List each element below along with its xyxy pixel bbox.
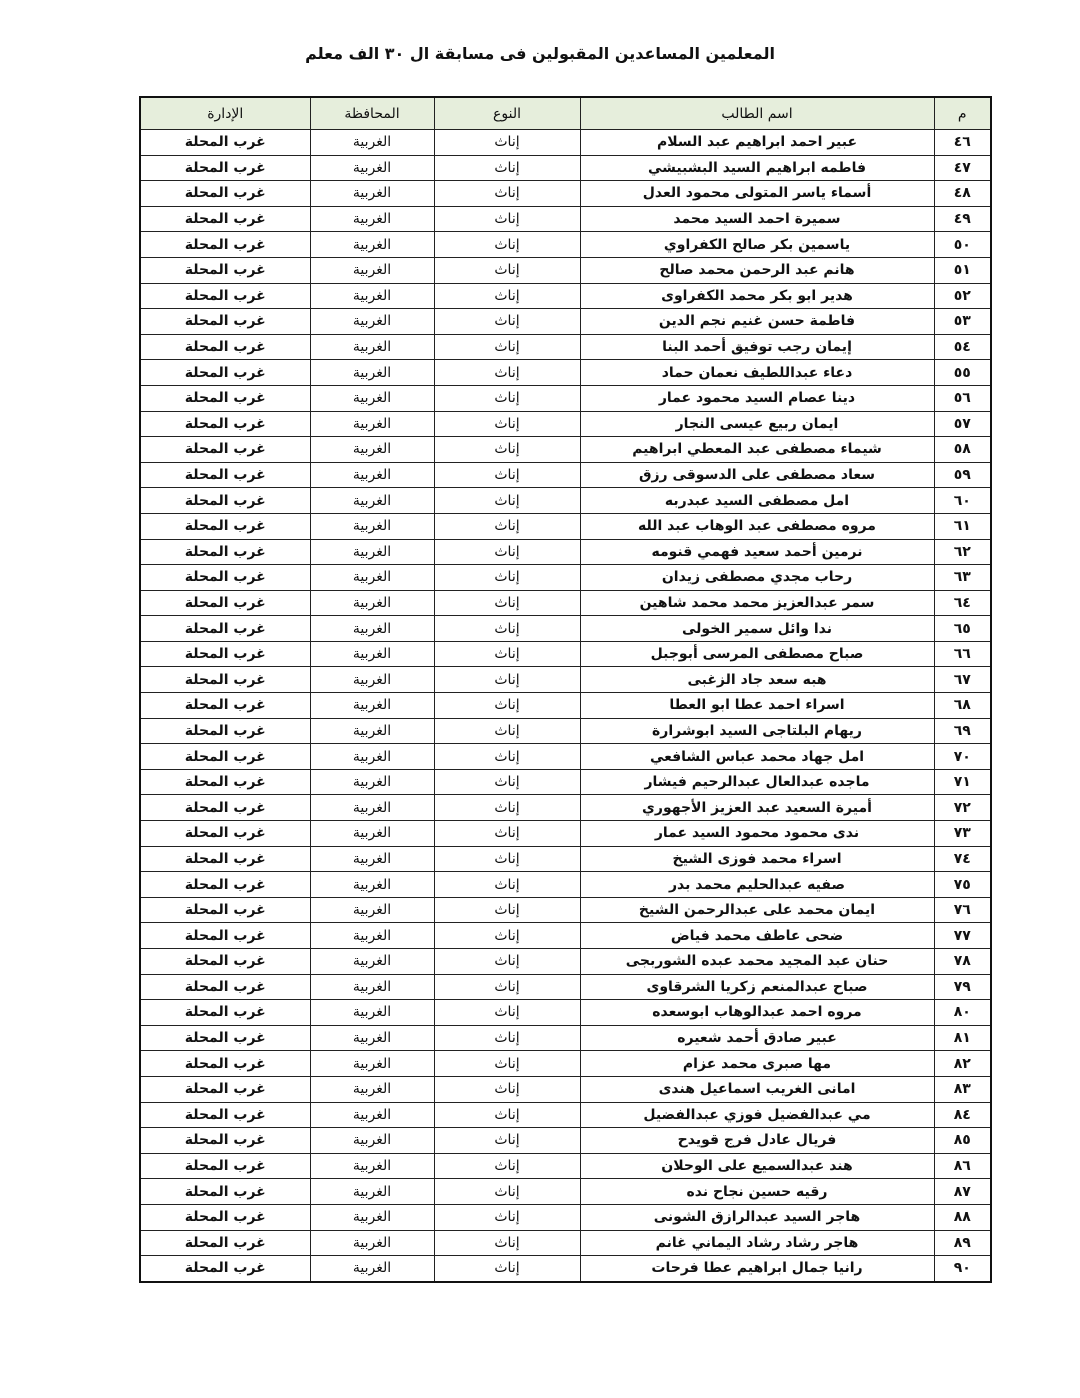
table-cell-name: هدير ابو بكر محمد الكفراوى [580,283,934,309]
table-row [140,1128,991,1154]
table-cell-name: امانى الغريب اسماعيل هندى [580,1076,934,1102]
table-cell-gender: إناث [434,155,580,181]
table-cell-governorate: الغربية [310,385,434,411]
table-cell-governorate: الغربية [310,1230,434,1256]
table-cell-name: اسراء محمد فوزى الشيخ [580,846,934,872]
table-cell-name: نرمين أحمد سعيد فهمي قنومه [580,539,934,565]
table-cell-num: ٦٥ [934,616,991,642]
header-name: اسم الطالب [580,97,934,130]
table-cell-gender: إناث [434,437,580,463]
table-row [140,232,991,258]
table-cell-name: فريال عادل فرج قويدح [580,1128,934,1154]
table-cell-num: ٧٥ [934,872,991,898]
table-cell-name: ندى محمود محمود السيد عمار [580,821,934,847]
table-cell-num: ٧٢ [934,795,991,821]
table-row [140,334,991,360]
table-cell-num: ٨٤ [934,1102,991,1128]
table-cell-gender: إناث [434,488,580,514]
table-row [140,513,991,539]
table-cell-gender: إناث [434,974,580,1000]
table-cell-administration: غرب المحلة [140,1153,310,1179]
table-cell-administration: غرب المحلة [140,769,310,795]
table-cell-gender: إناث [434,1179,580,1205]
table-cell-administration: غرب المحلة [140,1204,310,1230]
table-row [140,667,991,693]
table-cell-administration: غرب المحلة [140,1102,310,1128]
table-cell-name: هبه سعد جاد الزغبى [580,667,934,693]
table-cell-governorate: الغربية [310,206,434,232]
table-cell-name: سمر عبدالعزيز محمد محمد شاهين [580,590,934,616]
table-cell-governorate: الغربية [310,565,434,591]
table-cell-name: ندا وائل سمير الخولى [580,616,934,642]
table-row [140,1153,991,1179]
table-row [140,1204,991,1230]
table-row [140,257,991,283]
table-cell-gender: إناث [434,693,580,719]
table-cell-governorate: الغربية [310,769,434,795]
table-cell-administration: غرب المحلة [140,744,310,770]
table-cell-name: فاطمة حسن غنيم نجم الدين [580,309,934,335]
table-cell-num: ٧١ [934,769,991,795]
table-cell-administration: غرب المحلة [140,437,310,463]
table-cell-administration: غرب المحلة [140,411,310,437]
table-cell-governorate: الغربية [310,667,434,693]
table-cell-administration: غرب المحلة [140,462,310,488]
table-cell-name: رحاب مجدي مصطفى زيدان [580,565,934,591]
table-cell-gender: إناث [434,718,580,744]
table-cell-num: ٨٥ [934,1128,991,1154]
table-cell-administration: غرب المحلة [140,974,310,1000]
table-cell-num: ٥٣ [934,309,991,335]
table-cell-gender: إناث [434,232,580,258]
table-cell-governorate: الغربية [310,257,434,283]
table-cell-administration: غرب المحلة [140,693,310,719]
table-cell-name: ايمان ربيع عيسى النجار [580,411,934,437]
table-cell-governorate: الغربية [310,1102,434,1128]
table-cell-gender: إناث [434,539,580,565]
table-cell-governorate: الغربية [310,949,434,975]
table-cell-gender: إناث [434,590,580,616]
table-row [140,1256,991,1282]
table-cell-gender: إناث [434,949,580,975]
table-cell-name: اسراء احمد عطا ابو العطا [580,693,934,719]
table-cell-name: دينا عصام السيد محمود عمار [580,385,934,411]
table-cell-gender: إناث [434,1025,580,1051]
table-cell-administration: غرب المحلة [140,257,310,283]
table-row [140,821,991,847]
table-cell-administration: غرب المحلة [140,232,310,258]
table-cell-administration: غرب المحلة [140,590,310,616]
table-cell-administration: غرب المحلة [140,1256,310,1282]
table-cell-administration: غرب المحلة [140,206,310,232]
table-cell-governorate: الغربية [310,1076,434,1102]
table-cell-administration: غرب المحلة [140,718,310,744]
table-row [140,693,991,719]
table-cell-administration: غرب المحلة [140,897,310,923]
table-cell-governorate: الغربية [310,1128,434,1154]
table-cell-gender: إناث [434,462,580,488]
table-cell-name: صباح عبدالمنعم زكريا الشرقاوى [580,974,934,1000]
table-row [140,923,991,949]
table-cell-num: ٧٩ [934,974,991,1000]
table-cell-governorate: الغربية [310,1179,434,1205]
table-cell-gender: إناث [434,411,580,437]
table-cell-num: ٦٧ [934,667,991,693]
table-cell-name: مها صبرى محمد عزام [580,1051,934,1077]
table-cell-name: رقيه حسين نجاح نده [580,1179,934,1205]
table-cell-governorate: الغربية [310,1204,434,1230]
table-cell-num: ٧٤ [934,846,991,872]
table-cell-governorate: الغربية [310,1025,434,1051]
table-row [140,949,991,975]
table-cell-gender: إناث [434,1256,580,1282]
table-cell-name: عبير صادق أحمد شعيره [580,1025,934,1051]
table-cell-name: مروه مصطفى عبد الوهاب عبد الله [580,513,934,539]
table-cell-num: ٥٦ [934,385,991,411]
table-cell-governorate: الغربية [310,462,434,488]
table-cell-num: ٨١ [934,1025,991,1051]
table-cell-administration: غرب المحلة [140,923,310,949]
table-cell-governorate: الغربية [310,718,434,744]
table-cell-gender: إناث [434,923,580,949]
table-cell-gender: إناث [434,795,580,821]
table-cell-name: حنان عبد المجيد محمد عبده الشوربجى [580,949,934,975]
table-row [140,206,991,232]
table-cell-num: ٥١ [934,257,991,283]
table-cell-governorate: الغربية [310,616,434,642]
table-cell-governorate: الغربية [310,232,434,258]
table-cell-name: امل جهاد محمد عباس الشافعي [580,744,934,770]
table-cell-administration: غرب المحلة [140,181,310,207]
table-cell-administration: غرب المحلة [140,1051,310,1077]
table-cell-name: أسماء ياسر المتولى محمود العدل [580,181,934,207]
table-row [140,488,991,514]
table-cell-name: مروه احمد عبدالوهاب ابوسعده [580,1000,934,1026]
table-cell-governorate: الغربية [310,590,434,616]
table-cell-administration: غرب المحلة [140,1230,310,1256]
table-cell-num: ٤٨ [934,181,991,207]
table-cell-num: ٦٨ [934,693,991,719]
table-cell-governorate: الغربية [310,488,434,514]
table-row [140,309,991,335]
table-cell-administration: غرب المحلة [140,283,310,309]
table-cell-num: ٨٩ [934,1230,991,1256]
header-administration: الإدارة [140,97,310,130]
table-cell-administration: غرب المحلة [140,667,310,693]
table-row [140,155,991,181]
table-cell-name: هاجر رشاد رشاد اليماني غانم [580,1230,934,1256]
table-cell-gender: إناث [434,769,580,795]
table-cell-name: أميرة السعيد عبد العزيز الأجهوري [580,795,934,821]
table-cell-num: ٥٠ [934,232,991,258]
table-cell-num: ٧٣ [934,821,991,847]
table-cell-name: دعاء عبداللطيف نعمان حماد [580,360,934,386]
table-cell-num: ٥٨ [934,437,991,463]
table-header-row [140,97,991,130]
table-cell-name: مي عبدالفضيل فوزي عبدالفضيل [580,1102,934,1128]
table-cell-num: ٥٢ [934,283,991,309]
table-cell-governorate: الغربية [310,872,434,898]
table-cell-administration: غرب المحلة [140,1025,310,1051]
table-cell-num: ٨٠ [934,1000,991,1026]
table-row [140,1230,991,1256]
table-cell-name: رانيا جمال ابراهيم عطا فرحات [580,1256,934,1282]
table-cell-num: ٨٢ [934,1051,991,1077]
table-cell-name: ريهام البلتاجى السيد ابوشرارة [580,718,934,744]
table-cell-num: ٦١ [934,513,991,539]
table-cell-gender: إناث [434,744,580,770]
table-row [140,1000,991,1026]
table-row [140,283,991,309]
table-cell-name: هاجر السيد عبدالرازق الشونى [580,1204,934,1230]
table-cell-governorate: الغربية [310,539,434,565]
table-cell-administration: غرب المحلة [140,872,310,898]
table-cell-gender: إناث [434,1000,580,1026]
table-row [140,360,991,386]
table-cell-administration: غرب المحلة [140,539,310,565]
table-row [140,462,991,488]
table-row [140,181,991,207]
table-cell-num: ٥٥ [934,360,991,386]
header-num: م [934,97,991,130]
table-row [140,795,991,821]
table-cell-num: ٨٧ [934,1179,991,1205]
table-cell-name: ضحى عاطف محمد فياض [580,923,934,949]
table-cell-governorate: الغربية [310,309,434,335]
table-cell-gender: إناث [434,846,580,872]
table-cell-gender: إناث [434,360,580,386]
table-cell-gender: إناث [434,283,580,309]
table-cell-governorate: الغربية [310,795,434,821]
table-cell-governorate: الغربية [310,744,434,770]
table-cell-administration: غرب المحلة [140,565,310,591]
table-cell-governorate: الغربية [310,283,434,309]
table-cell-governorate: الغربية [310,974,434,1000]
table-cell-name: امل مصطفى السيد عبدربه [580,488,934,514]
table-cell-num: ٦٣ [934,565,991,591]
table-cell-governorate: الغربية [310,411,434,437]
table-cell-administration: غرب المحلة [140,513,310,539]
table-cell-administration: غرب المحلة [140,1179,310,1205]
table-cell-governorate: الغربية [310,155,434,181]
table-cell-administration: غرب المحلة [140,641,310,667]
table-cell-name: ماجده عبدالعال عبدالرحيم فيشار [580,769,934,795]
table-cell-administration: غرب المحلة [140,130,310,156]
table-cell-num: ٥٤ [934,334,991,360]
table-cell-gender: إناث [434,257,580,283]
table-cell-governorate: الغربية [310,360,434,386]
table-cell-governorate: الغربية [310,693,434,719]
table-cell-governorate: الغربية [310,821,434,847]
table-cell-num: ٧٧ [934,923,991,949]
table-cell-administration: غرب المحلة [140,1000,310,1026]
table-cell-administration: غرب المحلة [140,488,310,514]
table-row [140,744,991,770]
table-cell-governorate: الغربية [310,181,434,207]
table-cell-name: سعاد مصطفى على الدسوقى رزق [580,462,934,488]
table-cell-num: ٨٣ [934,1076,991,1102]
table-cell-governorate: الغربية [310,641,434,667]
table-cell-gender: إناث [434,1128,580,1154]
table-cell-governorate: الغربية [310,1000,434,1026]
table-cell-administration: غرب المحلة [140,385,310,411]
table-cell-gender: إناث [434,821,580,847]
table-cell-num: ٦٦ [934,641,991,667]
table-cell-gender: إناث [434,616,580,642]
table-cell-administration: غرب المحلة [140,1128,310,1154]
table-cell-governorate: الغربية [310,437,434,463]
table-cell-num: ٥٩ [934,462,991,488]
table-cell-governorate: الغربية [310,897,434,923]
table-cell-gender: إناث [434,1153,580,1179]
table-cell-governorate: الغربية [310,513,434,539]
table-cell-gender: إناث [434,1102,580,1128]
table-cell-gender: إناث [434,872,580,898]
page-title: المعلمين المساعدين المقبولين فى مسابقة ال ٣٠ الف معلم [305,44,775,63]
table-cell-gender: إناث [434,206,580,232]
table-row [140,769,991,795]
table-cell-num: ٩٠ [934,1256,991,1282]
table-cell-gender: إناث [434,334,580,360]
table-row [140,437,991,463]
table-cell-num: ٦٩ [934,718,991,744]
table-cell-governorate: الغربية [310,334,434,360]
table-cell-administration: غرب المحلة [140,795,310,821]
table-cell-gender: إناث [434,667,580,693]
table-row [140,130,991,156]
table-cell-administration: غرب المحلة [140,1076,310,1102]
table-cell-num: ٧٦ [934,897,991,923]
table-cell-gender: إناث [434,130,580,156]
table-cell-gender: إناث [434,1204,580,1230]
table-row [140,1051,991,1077]
table-row [140,539,991,565]
table-cell-administration: غرب المحلة [140,616,310,642]
table-cell-name: عبير احمد ابراهيم عبد السلام [580,130,934,156]
table-cell-num: ٨٨ [934,1204,991,1230]
table-cell-num: ٧٨ [934,949,991,975]
table-cell-name: فاطمه ابراهيم السيد البشبيشي [580,155,934,181]
table-cell-gender: إناث [434,565,580,591]
table-cell-name: ياسمين بكر صالح الكفراوي [580,232,934,258]
table-cell-governorate: الغربية [310,1256,434,1282]
table-cell-administration: غرب المحلة [140,155,310,181]
table-cell-num: ٤٦ [934,130,991,156]
table-row [140,974,991,1000]
table-cell-administration: غرب المحلة [140,309,310,335]
table-row [140,1025,991,1051]
table-cell-administration: غرب المحلة [140,360,310,386]
table-cell-num: ٤٩ [934,206,991,232]
table-row [140,411,991,437]
table-cell-num: ٦٤ [934,590,991,616]
table-cell-gender: إناث [434,897,580,923]
table-row [140,590,991,616]
table-cell-name: سميرة احمد السيد محمد [580,206,934,232]
table-row [140,872,991,898]
table-cell-name: ايمان محمد على عبدالرحمن الشيخ [580,897,934,923]
table-cell-num: ٦٠ [934,488,991,514]
table-cell-gender: إناث [434,181,580,207]
table-cell-name: إيمان رجب توفيق أحمد البنا [580,334,934,360]
table-cell-governorate: الغربية [310,130,434,156]
table-cell-governorate: الغربية [310,923,434,949]
table-row [140,897,991,923]
table-row [140,1179,991,1205]
table-cell-administration: غرب المحلة [140,949,310,975]
table-row [140,616,991,642]
table-cell-administration: غرب المحلة [140,821,310,847]
table-cell-administration: غرب المحلة [140,334,310,360]
table-cell-gender: إناث [434,309,580,335]
table-row [140,846,991,872]
table-cell-name: شيماء مصطفى عبد المعطي ابراهيم [580,437,934,463]
table-cell-name: صفيه عبدالحليم محمد بدر [580,872,934,898]
table-cell-name: صباح مصطفى المرسى أبوجبل [580,641,934,667]
table-row [140,565,991,591]
table-cell-num: ٦٢ [934,539,991,565]
table-cell-num: ٥٧ [934,411,991,437]
table-cell-gender: إناث [434,1051,580,1077]
table-cell-administration: غرب المحلة [140,846,310,872]
header-gender: النوع [434,97,580,130]
table-cell-name: هند عبدالسميع على الوحلان [580,1153,934,1179]
table-cell-gender: إناث [434,1076,580,1102]
table-cell-name: هانم عبد الرحمن محمد صالح [580,257,934,283]
table-cell-governorate: الغربية [310,1051,434,1077]
table-cell-governorate: الغربية [310,1153,434,1179]
table-body [140,130,991,1282]
table-row [140,718,991,744]
table-cell-gender: إناث [434,385,580,411]
table-cell-gender: إناث [434,641,580,667]
table-cell-num: ٨٦ [934,1153,991,1179]
table-row [140,1076,991,1102]
table-cell-gender: إناث [434,513,580,539]
table-row [140,641,991,667]
table-cell-num: ٧٠ [934,744,991,770]
header-governorate: المحافظة [310,97,434,130]
table-cell-gender: إناث [434,1230,580,1256]
table-cell-num: ٤٧ [934,155,991,181]
students-table [139,96,992,1283]
table-cell-governorate: الغربية [310,846,434,872]
table-row [140,385,991,411]
table-row [140,1102,991,1128]
